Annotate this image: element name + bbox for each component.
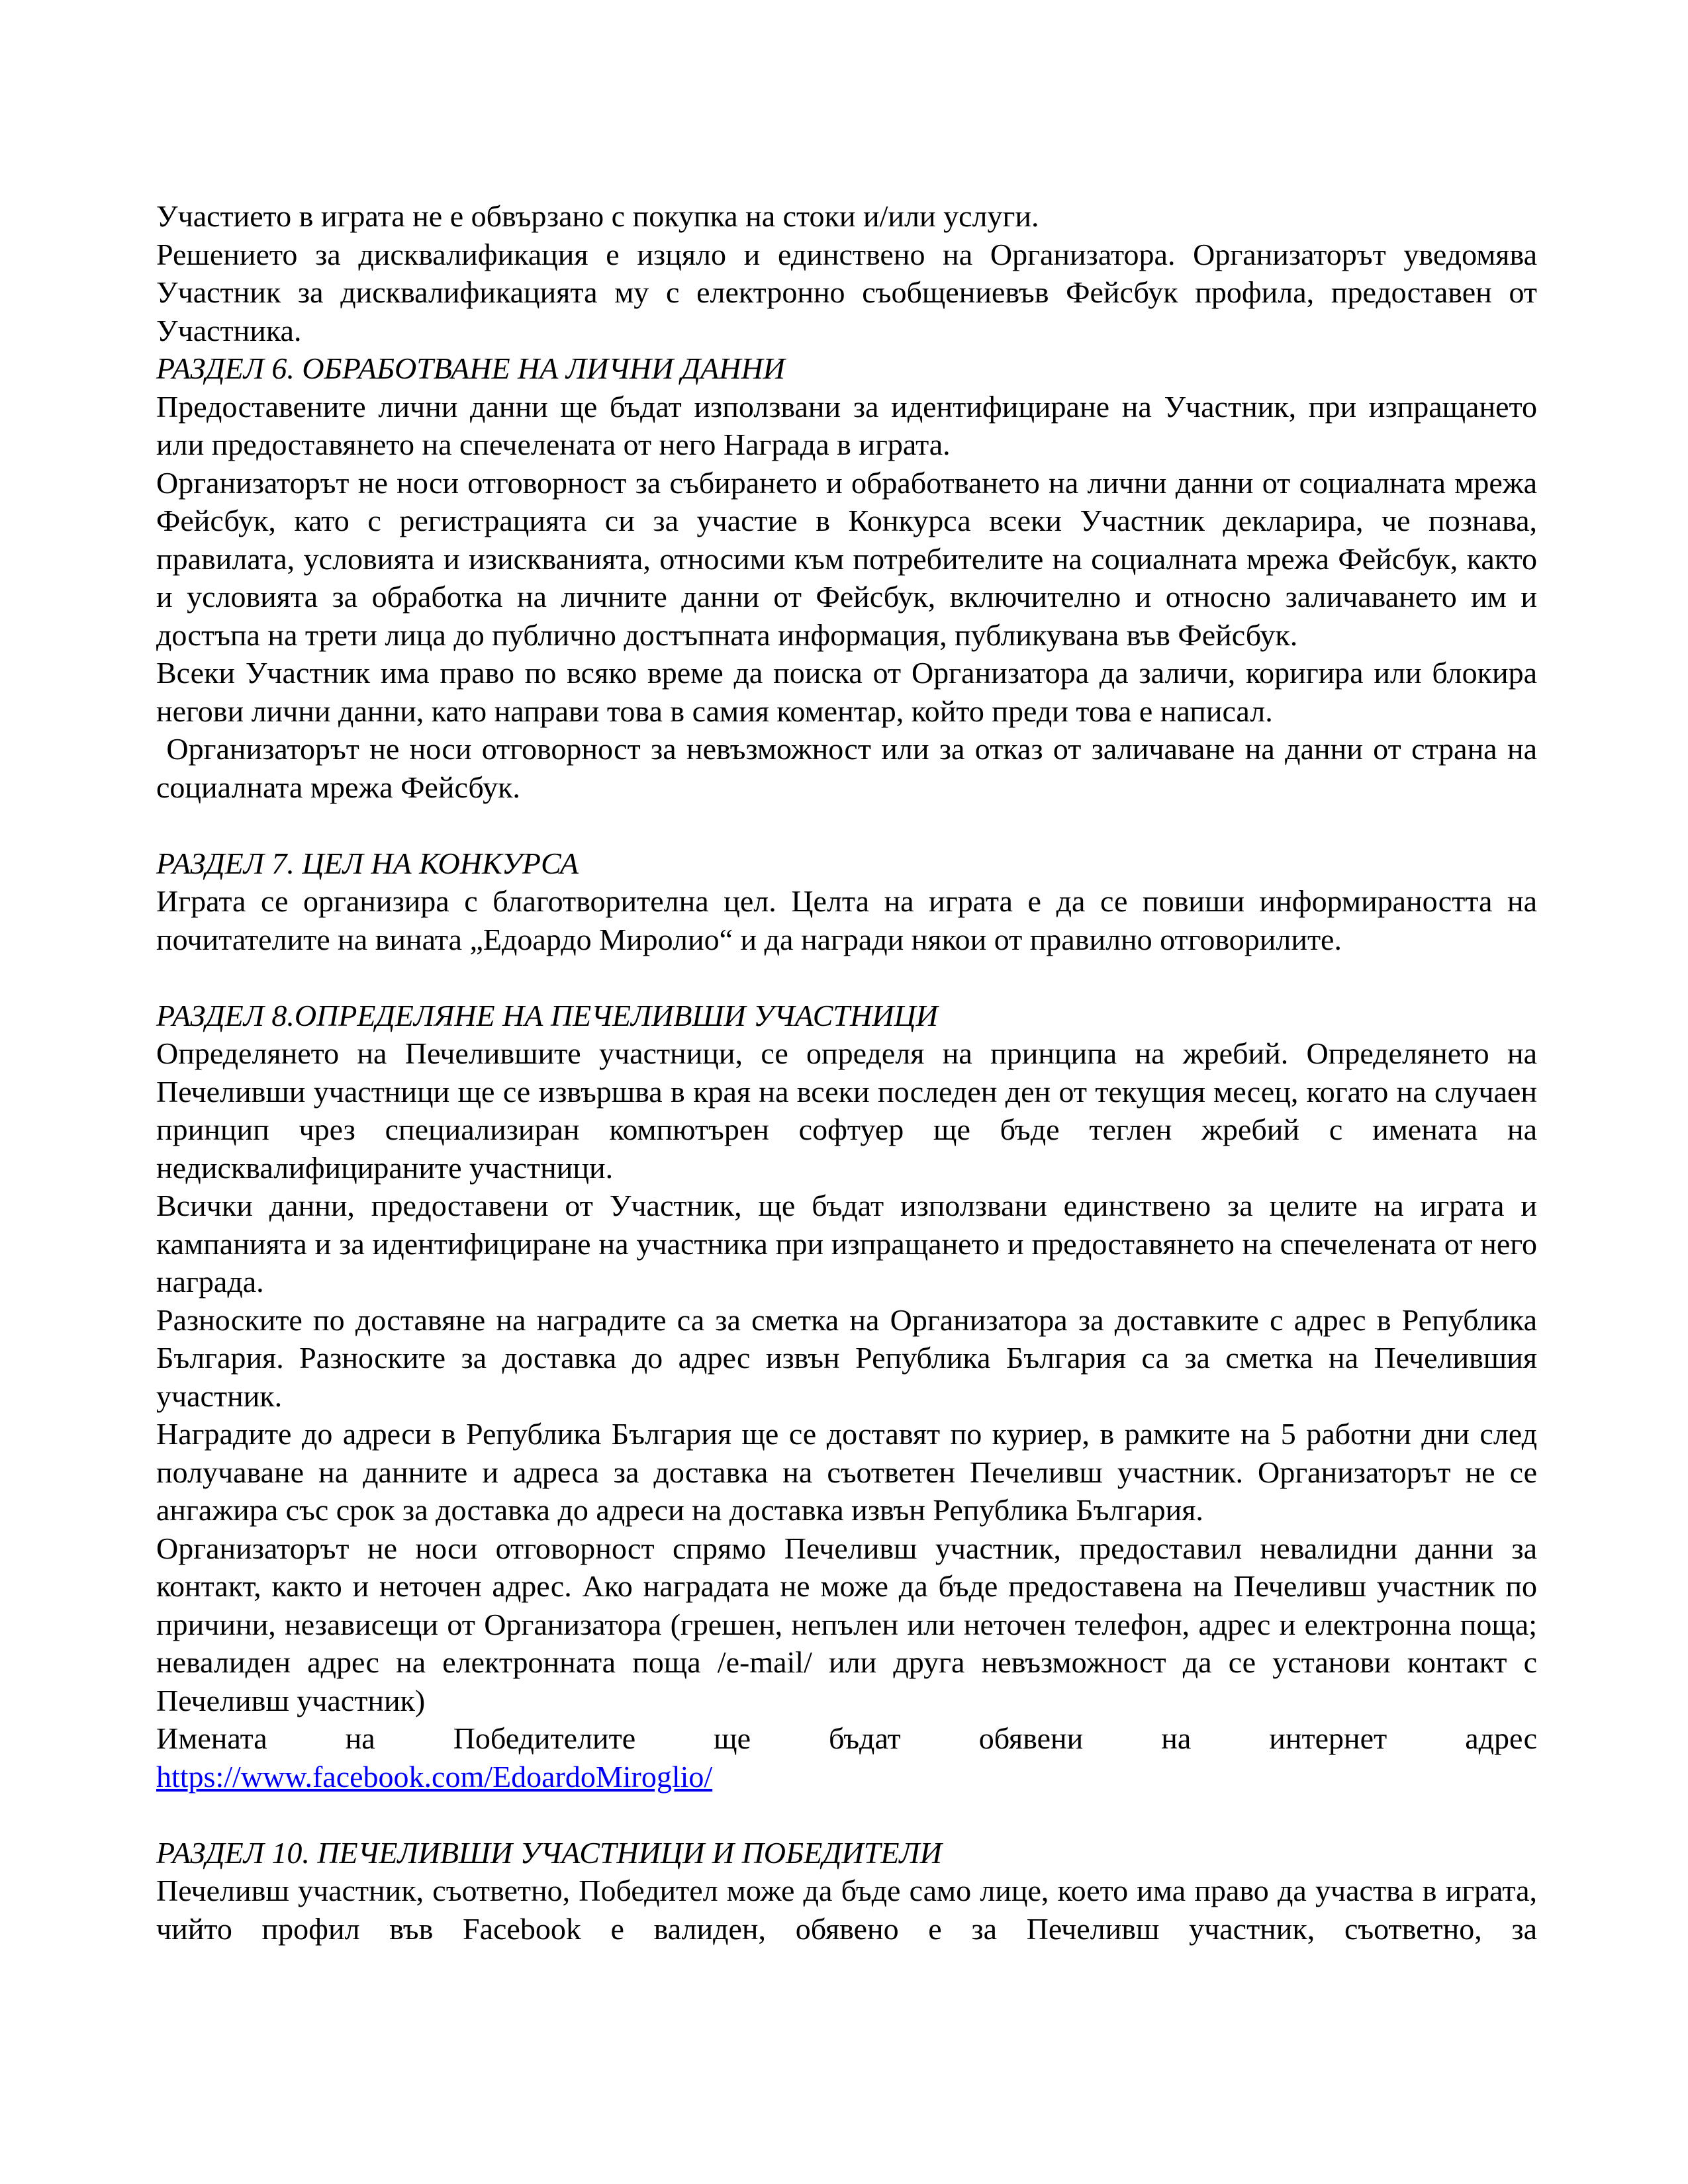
spacer xyxy=(156,1796,1537,1834)
section-6-heading: РАЗДЕЛ 6. ОБРАБОТВАНЕ НА ЛИЧНИ ДАННИ xyxy=(156,351,785,385)
section-7-paragraph-1: Играта се организира с благотворителна цел. Целта на играта е да се повиши информираността на почитателите на вината „Едоардо Миролио“ и да награди някои от правилно отговорилите. xyxy=(156,884,1537,956)
winners-announcement-line: Имената на Победителите ще бъдат обявени на интернет адрес xyxy=(156,1721,1537,1755)
spacer xyxy=(156,806,1537,844)
facebook-page-link[interactable]: https://www.facebook.com/EdoardoMiroglio/ xyxy=(156,1759,713,1794)
winners-link-line xyxy=(156,1758,1537,1796)
section-8-paragraph-3: Разноските по доставяне на наградите са за сметка на Организатора за доставките с адрес в Република България. Разноските за доставка до адрес извън Република България са за сметка на Печелившия участник. xyxy=(156,1302,1537,1413)
section-6-paragraph-3: Всеки Участник има право по всяко време да поиска от Организатора да заличи, коригира или блокира негови лични данни, като направи това в самия коментар, който преди това е написал. xyxy=(156,656,1537,728)
section-6-paragraph-1: Предоставените лични данни ще бъдат използвани за идентифициране на Участник, при изпращането или предоставянето на спечелената от него Награда в играта. xyxy=(156,389,1537,461)
section-8-paragraph-5: Организаторът не носи отговорност спрямо Печеливш участник, предоставил невалидни данни за контакт, както и неточен адрес. Ако наградата не може да бъде предоставена на Печеливш участник по причини, независещи от Организатора (грешен, непълен или неточен телефон, адрес и електронна поща; невалиден адрес на електронната поща /e-mail/ или друга невъзможност да се установи контакт с Печеливш участник) xyxy=(156,1531,1537,1717)
intro-paragraph-2: Решението за дисквалификация е изцяло и единствено на Организатора. Организаторът уведомява Участник за дисквалификацията му с електронно съобщениевъв Фейсбук профила, предоставен от Участника. xyxy=(156,237,1537,347)
section-6-paragraph-2: Организаторът не носи отговорност за събирането и обработването на лични данни от социалната мрежа Фейсбук, като с регистрацията си за участие в Конкурса всеки Участник декларира, че познава, правилата, условията и изискванията, относими към потребителите на социалната мрежа Фейсбук, както и условията за обработка на личните данни от Фейсбук, включително и относно заличаването им и достъпа на трети лица до публично достъпната информация, публикувана във Фейсбук. xyxy=(156,465,1537,652)
intro-paragraph-1: Участието в играта не е обвързано с покупка на стоки и/или услуги. xyxy=(156,199,1039,233)
section-8-paragraph-1: Определянето на Печелившите участници, се определя на принципа на жребий. Определянето на Печеливши участници ще се извършва в края на всеки последен ден от текущия месец, когато на случаен принцип чрез специализиран компютърен софтуер ще бъде теглен жребий с имената на недисквалифицираните участници. xyxy=(156,1036,1537,1185)
section-8-heading: РАЗДЕЛ 8.ОПРЕДЕЛЯНЕ НА ПЕЧЕЛИВШИ УЧАСТНИЦИ xyxy=(156,998,938,1032)
section-6-paragraph-4: Организаторът не носи отговорност за невъзможност или за отказ от заличаване на данни от страна на социалната мрежа Фейсбук. xyxy=(156,732,1545,804)
section-7-heading: РАЗДЕЛ 7. ЦЕЛ НА КОНКУРСА xyxy=(156,846,579,880)
spacer xyxy=(156,958,1537,997)
section-10-paragraph-1: Печеливш участник, съответно, Победител може да бъде само лице, което има право да участва в играта, чийто профил във Facebook е валиден, обявено е за Печеливш участник, съответно, за xyxy=(156,1874,1537,1946)
section-10-heading: РАЗДЕЛ 10. ПЕЧЕЛИВШИ УЧАСТНИЦИ И ПОБЕДИТЕЛИ xyxy=(156,1835,942,1870)
section-8-paragraph-4: Наградите до адреси в Република България ще се доставят по куриер, в рамките на 5 работни дни след получаване на данните и адреса за доставка на съответен Печеливш участник. Организаторът не се ангажира със срок за доставка до адреси на доставка извън Република България. xyxy=(156,1417,1537,1527)
section-8-paragraph-2: Всички данни, предоставени от Участник, ще бъдат използвани единствено за целите на играта и кампанията и за идентифициране на участника при изпращането и предоставянето на спечелената от него награда. xyxy=(156,1189,1537,1298)
